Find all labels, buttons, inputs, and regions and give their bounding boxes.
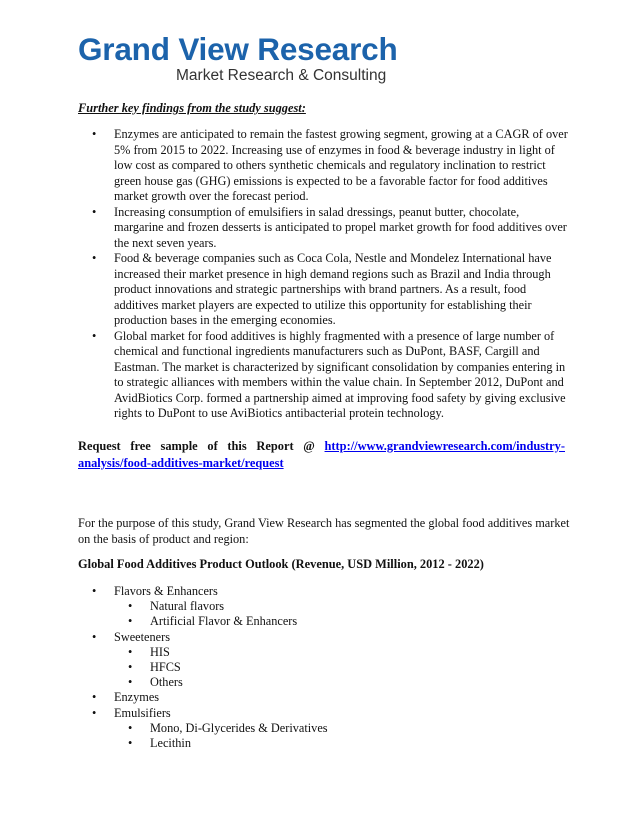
finding-text: Enzymes are anticipated to remain the fastest growing segment, growing at a CAGR of over 5% from 2015 to 2022. Increasing use of enzymes in food & beverage industry in light of low cost as compared to others synthetic chemicals and regulatory inclination to restrict green house gas (GHG) emissions is expected to be a favorable factor for food additives market growth over the forecast period. — [114, 127, 568, 203]
sub-segment-item — [78, 645, 328, 660]
request-sample-link[interactable]: http://www.grandviewresearch.com/industry-analysis/food-additives-market/request — [78, 439, 565, 470]
sub-segment-label: Others — [150, 675, 183, 690]
bullet-icon: • — [128, 644, 133, 659]
segment-label: Emulsifiers — [114, 705, 171, 720]
sample-request — [78, 438, 565, 472]
findings-heading: Further key findings from the study suggest: — [78, 101, 306, 115]
finding-item — [78, 251, 568, 329]
segment-label: Enzymes — [114, 690, 160, 705]
logo-name: Grand View Research — [78, 31, 398, 67]
sub-segment-item — [78, 614, 328, 629]
bullet-icon: • — [128, 660, 133, 675]
logo-tagline: Market Research & Consulting — [176, 67, 387, 84]
bullet-icon: • — [128, 614, 133, 629]
sub-segment-item — [78, 675, 328, 690]
segment-label: Sweeteners — [114, 629, 170, 644]
bullet-icon: • — [128, 736, 133, 751]
segment-list — [78, 584, 328, 751]
company-logo — [78, 32, 398, 85]
bullet-icon: • — [92, 629, 97, 644]
finding-text: Food & beverage companies such as Coca Cola, Nestle and Mondelez International have increased their market presence in high demand regions such as Brazil and India through product innovations and strategic partnerships with brand partners. As a result, food additives market players are expected to utilize this opportunity for establishing their production bases in the emerging economies. — [114, 251, 552, 327]
sub-segment-item — [78, 736, 328, 751]
bullet-icon: • — [92, 584, 97, 598]
sub-segment-item — [78, 599, 328, 614]
bullet-icon: • — [92, 328, 97, 343]
bullet-icon: • — [128, 720, 133, 735]
sub-segment-label: HIS — [150, 644, 170, 659]
finding-text: Global market for food additives is highly fragmented with a presence of large number of chemical and functional ingredients manufacturers such as DuPont, BASF, Cargill and Eastman. The market is characterized by significant consolidation by companies entering in to strategic alliances with members within the value chain. In September 2012, DuPont and AvidBiotics Corp. formed a partnership aimed at improving food safety by giving exclusive rights to DuPont to use AviBiotics antibacterial protein technology. — [114, 328, 566, 420]
finding-item — [78, 127, 568, 205]
segment-label: Flavors & Enhancers — [114, 584, 218, 598]
segment-item — [78, 690, 328, 705]
segment-item — [78, 584, 328, 599]
bullet-icon: • — [92, 705, 97, 720]
segment-item — [78, 706, 328, 721]
finding-item — [78, 205, 568, 252]
segment-item — [78, 630, 328, 645]
sub-segment-label: HFCS — [150, 660, 181, 675]
outlook-title: Global Food Additives Product Outlook (Revenue, USD Million, 2012 - 2022) — [78, 557, 484, 571]
sub-segment-label: Mono, Di-Glycerides & Derivatives — [150, 720, 328, 735]
finding-text: Increasing consumption of emulsifiers in salad dressings, peanut butter, chocolate, margarine and frozen desserts is anticipated to propel market growth for food additives over the next seven years. — [114, 204, 567, 250]
sub-segment-item — [78, 721, 328, 736]
bullet-icon: • — [92, 251, 97, 265]
sub-segment-label: Lecithin — [150, 736, 191, 751]
finding-item — [78, 329, 568, 422]
bullet-icon: • — [128, 675, 133, 690]
sub-segment-label: Artificial Flavor & Enhancers — [150, 614, 298, 629]
bullet-icon: • — [92, 204, 97, 219]
request-label: Request free sample of this Report @ — [78, 439, 325, 453]
findings-list — [78, 127, 568, 422]
bullet-icon: • — [92, 690, 97, 705]
bullet-icon: • — [92, 127, 97, 141]
bullet-icon: • — [128, 599, 133, 614]
sub-segment-label: Natural flavors — [150, 599, 225, 614]
purpose-paragraph: For the purpose of this study, Grand View Research has segmented the global food additives market on the basis of product and region: — [78, 516, 570, 546]
sub-segment-item — [78, 660, 328, 675]
